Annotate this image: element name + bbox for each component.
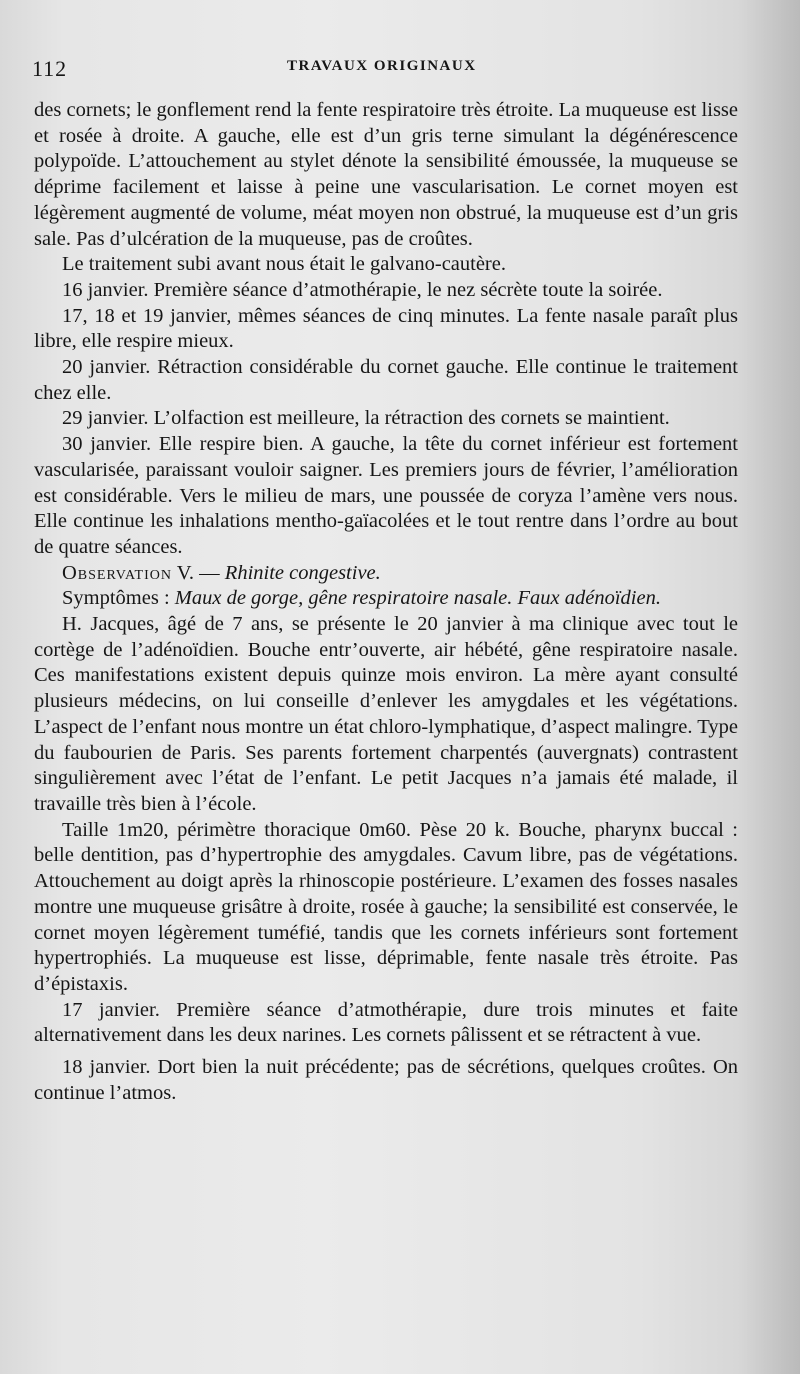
paragraph: des cornets; le gonflement rend la fente respiratoire très étroite. La muqueuse est lisse et rosée à droite. A gauche, elle est d’un gris terne simulant la dégénérescence polypoïde. L’attouchement au stylet dénote la sensibilité émoussée, la muqueuse se déprime facilement et laisse à peine une vascularisation. Le cornet moyen est légèrement augmenté de volume, méat moyen non obstrué, la muqueuse est d’un gris sale. Pas d’ulcération de la muqueuse, pas de croûtes.: [34, 99, 738, 250]
page-number: 112: [32, 56, 68, 81]
paragraph: 18 janvier. Dort bien la nuit précédente; pas de sécrétions, quelques croûtes. On continue l’atmos.: [34, 1056, 738, 1104]
paragraph: H. Jacques, âgé de 7 ans, se présente le 20 janvier à ma clinique avec tout le cortège de l’adénoïdien. Bouche entr’ouverte, air hébété, gêne respiratoire nasale. Ces manifestations existent depuis quinze mois environ. La mère ayant consulté plusieurs médecins, on lui conseille d’enlever les amygdales et les végétations. L’aspect de l’enfant nous montre un état chloro-lymphatique, d’aspect malingre. Type du faubourien de Paris. Ses parents fortement charpentés (auvergnats) contrastent singulièrement avec l’état de l’enfant. Le petit Jacques n’a jamais été malade, il travaille très bien à l’école.: [34, 613, 738, 815]
paragraph: 20 janvier. Rétraction considérable du cornet gauche. Elle continue le traitement chez elle.: [34, 356, 738, 404]
observation-number: V. —: [172, 561, 225, 584]
observation-title: Rhinite congestive.: [224, 561, 381, 584]
paragraph: 30 janvier. Elle respire bien. A gauche, la tête du cornet inférieur est fortement vascularisée, paraissant vouloir saigner. Les premiers jours de février, l’amélioration est considérable. Vers le milieu de mars, une poussée de coryza l’amène vers nous. Elle continue les inhalations mentho-gaïacolées et le tout rentre dans l’ordre au bout de quatre séances.: [34, 433, 738, 558]
paragraph: 16 janvier. Première séance d’atmothérapie, le nez sécrète toute la soirée.: [62, 278, 663, 301]
page-header: [32, 52, 742, 86]
paragraph: Le traitement subi avant nous était le galvano-cautère.: [62, 253, 506, 276]
paragraph: Taille 1m20, périmètre thoracique 0m60. Pèse 20 k. Bouche, pharynx buccal : belle dentition, pas d’hypertrophie des amygdales. Cavum libre, pas de végétations. Attouchement au doigt après la rhinoscopie postérieure. L’examen des fosses nasales montre une muqueuse grisâtre à droite, rosée à gauche; la sensibilité est conservée, le cornet moyen légèrement tuméfié, tandis que les cornets inférieurs sont fortement hypertrophiés. La muqueuse est lisse, déprimable, fente nasale très étroite. Pas d’épistaxis.: [34, 818, 738, 995]
symptoms-line: [34, 586, 738, 612]
symptoms-text: Maux de gorge, gêne respiratoire nasale. Faux adénoïdien.: [174, 587, 661, 610]
observation-heading: [34, 561, 738, 587]
paragraph: 29 janvier. L’olfaction est meilleure, la rétraction des cornets se maintient.: [62, 407, 670, 430]
observation-label: Observation: [62, 561, 172, 584]
symptoms-label: Symptômes :: [62, 587, 175, 610]
body-text: [34, 98, 738, 1106]
running-title: TRAVAUX ORIGINAUX: [287, 58, 477, 74]
paragraph: 17 janvier. Première séance d’atmothérapie, dure trois minutes et faite alternativement dans les deux narines. Les cornets pâlissent et se rétractent à vue.: [34, 998, 738, 1047]
paragraph: 17, 18 et 19 janvier, mêmes séances de cinq minutes. La fente nasale paraît plus libre, elle respire mieux.: [34, 304, 738, 353]
